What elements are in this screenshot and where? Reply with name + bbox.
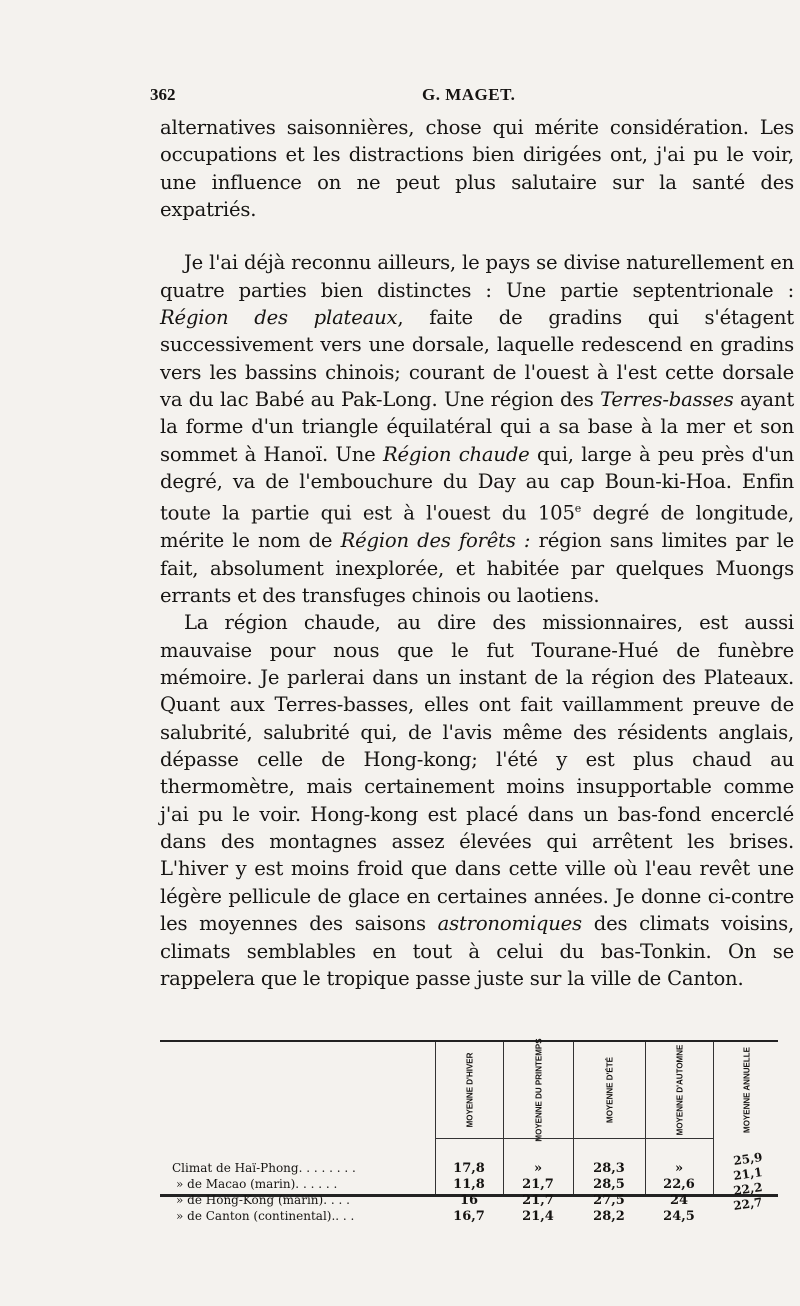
header-annuelle: MOYENNE ANNUELLE (713, 1042, 779, 1138)
header-hiver: MOYENNE D'HIVER (435, 1042, 504, 1138)
table-row (160, 1193, 778, 1209)
cell-annuelle: 25,9 (732, 1150, 764, 1168)
table-row (160, 1209, 778, 1225)
page-number: 362 (150, 85, 176, 104)
cell-ete: 28,3 (593, 1161, 625, 1176)
cell-automne: 22,6 (663, 1177, 695, 1192)
table-row (160, 1177, 778, 1193)
cell-hiver: 16,7 (453, 1209, 485, 1224)
cell-hiver: 16 (459, 1193, 479, 1208)
row-label: » de Hong-Kong (marin). . . . (176, 1193, 350, 1207)
cell-ete: 27,5 (593, 1193, 625, 1208)
cell-printemps: 21,4 (522, 1209, 554, 1224)
cell-ete: 28,2 (593, 1209, 625, 1224)
cell-automne: 24,5 (663, 1209, 695, 1224)
header-printemps: MOYENNE DU PRINTEMPS (503, 1042, 574, 1138)
row-label: » de Macao (marin). . . . . . (176, 1177, 338, 1191)
cell-printemps: 21,7 (522, 1193, 554, 1208)
header-divider (435, 1138, 713, 1139)
cell-automne: » (674, 1161, 684, 1176)
cell-printemps: » (533, 1161, 543, 1176)
header-ete: MOYENNE D'ÉTÉ (573, 1042, 646, 1138)
cell-ete: 28,5 (593, 1177, 625, 1192)
row-label: » de Canton (continental).. . . (176, 1209, 355, 1223)
paragraph-regions: Je l'ai déjà reconnu ailleurs, le pays se divise naturellement en quatre parties bien distinctes : Une partie septentrionale : Région des plateaux, faite de gradins qui s'étagent successivement vers une dorsale, laquelle redescend en gradins vers les bassins chinois; courant de l'ouest à l'est cette dorsale va du lac Babé au Pak-Long. Une région des Terres-basses ayant la forme d'un triangle équilatéral qui a sa base à la mer et son sommet à Hanoï. Une Région chaude qui, large à peu près d'un degré, va de l'embouchure du Day au cap Boun-ki-Hoa. Enfin toute la partie qui est à l'ouest du 105e degré de longitude, mérite le nom de Région des forêts : région sans limites par le fait, absolument inexplorée, et habitée par quelques Muongs errants et des transfuges chinois ou laotiens. (160, 251, 795, 608)
cell-hiver: 17,8 (453, 1161, 485, 1176)
cell-printemps: 21,7 (522, 1177, 554, 1192)
paragraph-continuation: alternatives saisonnières, chose qui mérite considération. Les occupations et les distractions bien dirigées ont, j'ai pu le voir, une influence on ne peut plus salutaire sur la santé des expatriés. (160, 116, 794, 222)
cell-annuelle: 22,2 (732, 1180, 764, 1198)
paragraph-climate: La région chaude, au dire des missionnaires, est aussi mauvaise pour nous que le fut Tourane-Hué de funèbre mémoire. Je parlerai dans un instant de la région des Plateaux. Quant aux Terres-basses, elles ont fait vaillamment preuve de salubrité, salubrité qui, de l'avis même des résidents anglais, dépasse celle de Hong-kong; l'été y est plus chaud au thermomètre, mais certainement moins insupportable comme j'ai pu le voir. Hong-kong est placé dans un bas-fond encerclé dans des montagnes assez élevées qui arrêtent les brises. L'hiver y est moins froid que dans cette ville où l'eau revêt une légère pellicule de glace en certaines années. Je donne ci-contre les moyennes des saisons astronomiques des climats voisins, climats semblables en tout à celui du bas-Tonkin. On se rappelera que le tropique passe juste sur la ville de Canton. (160, 611, 795, 990)
climate-table (160, 1038, 778, 1224)
annual-column (720, 1152, 776, 1212)
running-header (150, 85, 790, 111)
header-automne: MOYENNE D'AUTOMNE (645, 1042, 714, 1138)
table-row (160, 1161, 778, 1177)
body-text (160, 114, 794, 992)
cell-automne: 24 (669, 1193, 689, 1208)
cell-annuelle: 22,7 (732, 1195, 764, 1213)
cell-annuelle: 21,1 (732, 1165, 764, 1183)
table-header-row (160, 1038, 778, 1142)
row-label: Climat de Haï-Phong. . . . . . . . (172, 1161, 356, 1175)
running-author: G. MAGET. (422, 85, 516, 104)
cell-hiver: 11,8 (453, 1177, 485, 1192)
